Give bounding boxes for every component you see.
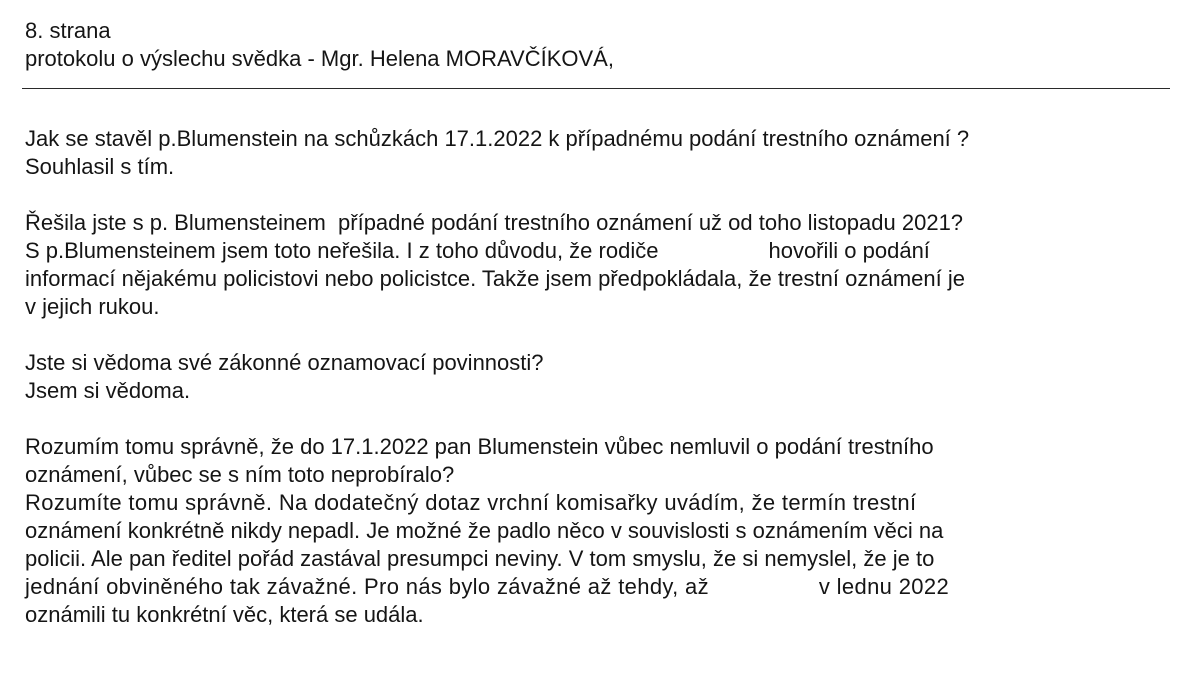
protocol-title: protokolu o výslechu svědka - Mgr. Helena MORAVČÍKOVÁ, [25,46,614,71]
paragraph-gap [25,321,1185,349]
paragraph-question-1 [25,125,1185,181]
page-header [25,17,614,73]
paragraph-gap [25,181,1185,209]
answer-line: v jejich rukou. [25,294,160,319]
paragraph-question-2 [25,209,1185,321]
question-line: Řešila jste s p. Blumensteinem případné podání trestního oznámení už od toho listopadu 2021? [25,210,964,235]
page-number-label: 8. strana [25,18,111,43]
document-body [25,125,1185,629]
question-line: Jste si vědoma své zákonné oznamovací povinnosti? [25,350,544,375]
answer-line: Jsem si vědoma. [25,378,191,403]
answer-line: oznámení konkrétně nikdy nepadl. Je možné že padlo něco v souvislosti s oznámením věci na [25,518,944,543]
answer-line: policii. Ale pan ředitel pořád zastával presumpci neviny. V tom smyslu, že si nemyslel, že je to [25,546,935,571]
answer-line: S p.Blumensteinem jsem toto neřešila. I z toho důvodu, že rodiče hovořili o podání [25,238,930,263]
header-divider [22,88,1170,89]
question-line: Rozumím tomu správně, že do 17.1.2022 pan Blumenstein vůbec nemluvil o podání trestního [25,434,934,459]
paragraph-question-3 [25,349,1185,405]
answer-line: jednání obviněného tak závažné. Pro nás bylo závažné až tehdy, až v lednu 2022 [25,574,950,599]
answer-line: Souhlasil s tím. [25,154,175,179]
answer-line: oznámili tu konkrétní věc, která se udála. [25,602,424,627]
paragraph-gap [25,405,1185,433]
question-line: oznámení, vůbec se s ním toto neprobíralo? [25,462,455,487]
paragraph-question-4 [25,433,1185,629]
answer-line: informací nějakému policistovi nebo policistce. Takže jsem předpokládala, že trestní oznámení je [25,266,965,291]
question-line: Jak se stavěl p.Blumenstein na schůzkách 17.1.2022 k případnému podání trestního oznámení ? [25,126,970,151]
answer-line: Rozumíte tomu správně. Na dodatečný dotaz vrchní komisařky uvádím, že termín trestní [25,490,917,515]
